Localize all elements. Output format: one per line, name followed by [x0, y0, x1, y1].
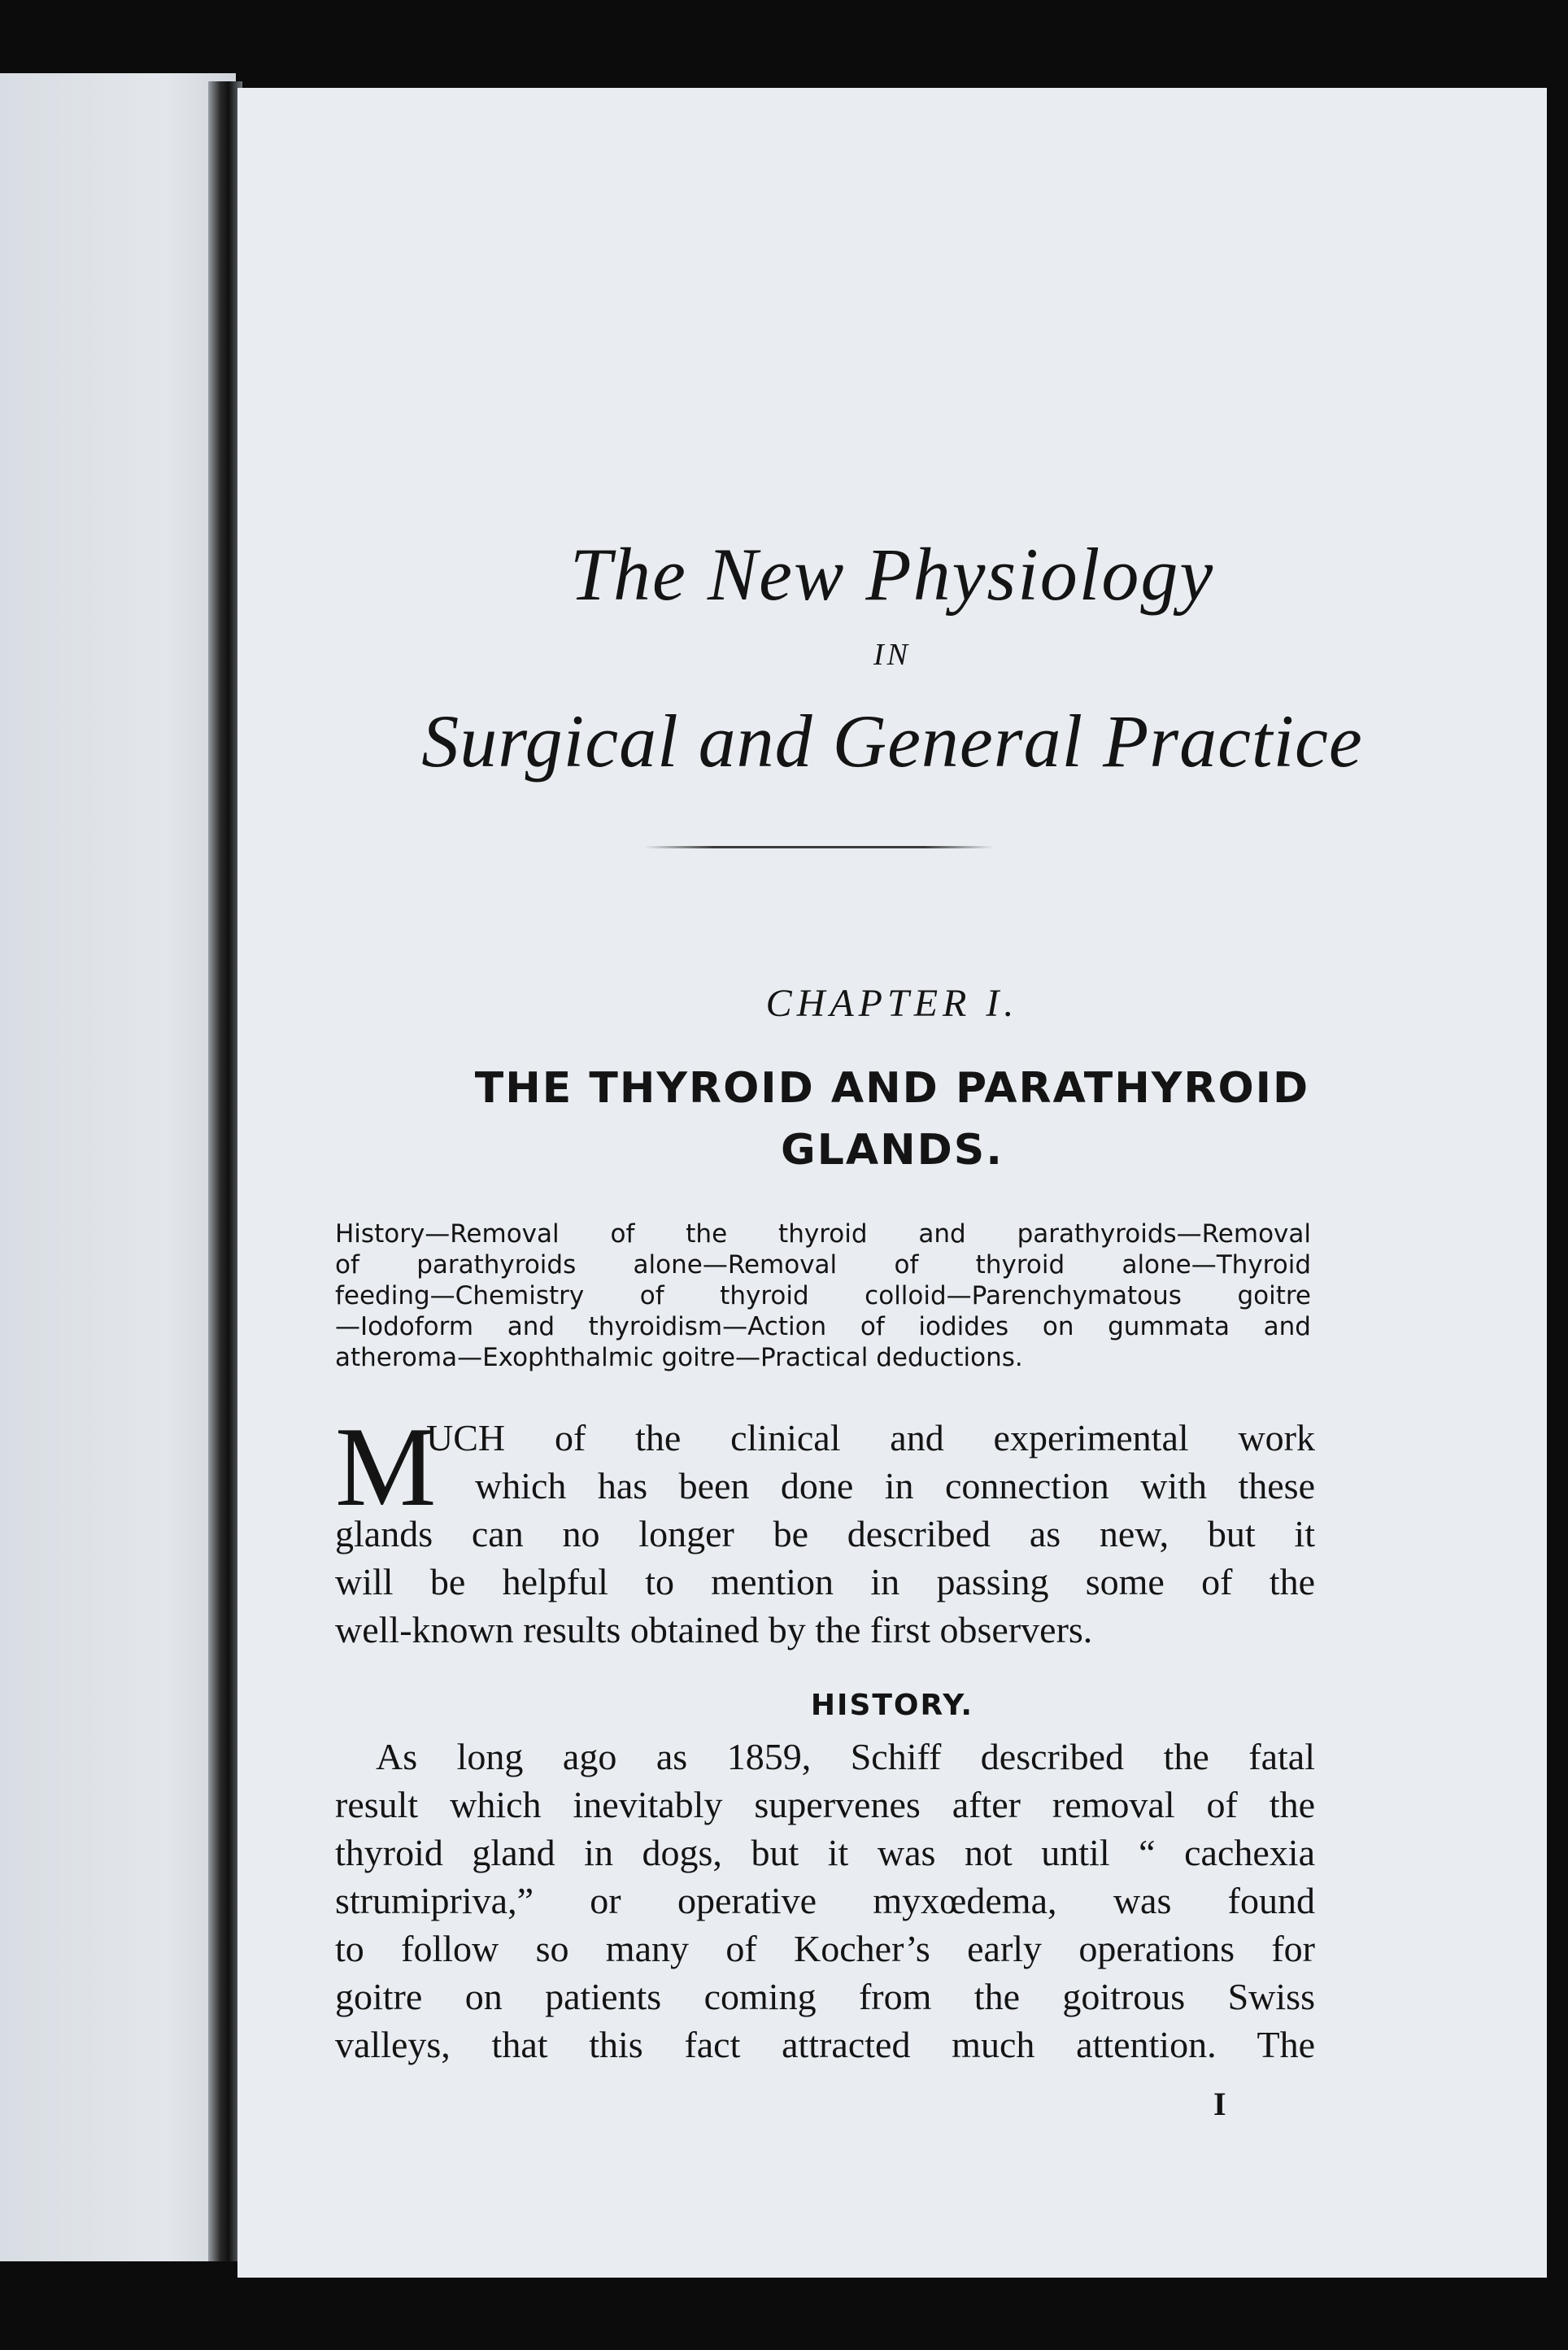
paragraph-line: which has been done in connection with these	[475, 1465, 1315, 1506]
chapter-summary	[335, 1219, 1311, 1373]
paragraph-line: strumipriva,” or operative myxœdema, was found	[335, 1880, 1315, 1921]
left-page-edge	[0, 73, 236, 2261]
page-number: I	[1213, 2086, 1226, 2122]
scan-bottom-border	[0, 2278, 1568, 2350]
drop-cap: M	[335, 1404, 437, 1530]
summary-line: of parathyroids alone—Removal of thyroid alone—Thyroid	[335, 1250, 1311, 1280]
summary-line: —Iodoform and thyroidism—Action of iodides on gummata and	[335, 1312, 1311, 1341]
intro-paragraph	[335, 1404, 1315, 1654]
paragraph-line: glands can no longer be described as new, but it	[335, 1513, 1315, 1554]
paragraph-line: result which inevitably supervenes after removal of the	[335, 1784, 1315, 1825]
paragraph-line: As long ago as 1859, Schiff described the fatal	[376, 1736, 1315, 1777]
paragraph-line: UCH of the clinical and experimental work	[426, 1417, 1315, 1458]
book-title-connector: IN	[873, 638, 911, 672]
title-divider-rule	[644, 846, 994, 848]
book-page	[237, 88, 1547, 2278]
book-title: The New Physiology	[569, 533, 1215, 616]
paragraph-line: goitre on patients coming from the goitrous Swiss	[335, 1976, 1315, 2017]
chapter-title-line-1: THE THYROID AND PARATHYROID	[474, 1064, 1310, 1113]
chapter-label: CHAPTER I.	[765, 982, 1019, 1025]
paragraph-line: well-known results obtained by the first observers.	[335, 1609, 1093, 1650]
section-heading-history: HISTORY.	[810, 1689, 974, 1722]
history-paragraph	[335, 1733, 1315, 2069]
paragraph-line: will be helpful to mention in passing some of the	[335, 1561, 1315, 1602]
book-subtitle: Surgical and General Practice	[421, 700, 1363, 783]
chapter-title-line-2: GLANDS.	[781, 1126, 1004, 1175]
paragraph-line: thyroid gland in dogs, but it was not until “ cachexia	[335, 1832, 1315, 1873]
paragraph-line: to follow so many of Kocher’s early operations for	[335, 1928, 1315, 1969]
paragraph-line: valleys, that this fact attracted much attention. The	[335, 2024, 1315, 2065]
summary-line: atheroma—Exophthalmic goitre—Practical deductions.	[335, 1343, 1023, 1372]
summary-line: History—Removal of the thyroid and parathyroids—Removal	[335, 1219, 1311, 1249]
summary-line: feeding—Chemistry of thyroid colloid—Parenchymatous goitre	[335, 1281, 1311, 1310]
